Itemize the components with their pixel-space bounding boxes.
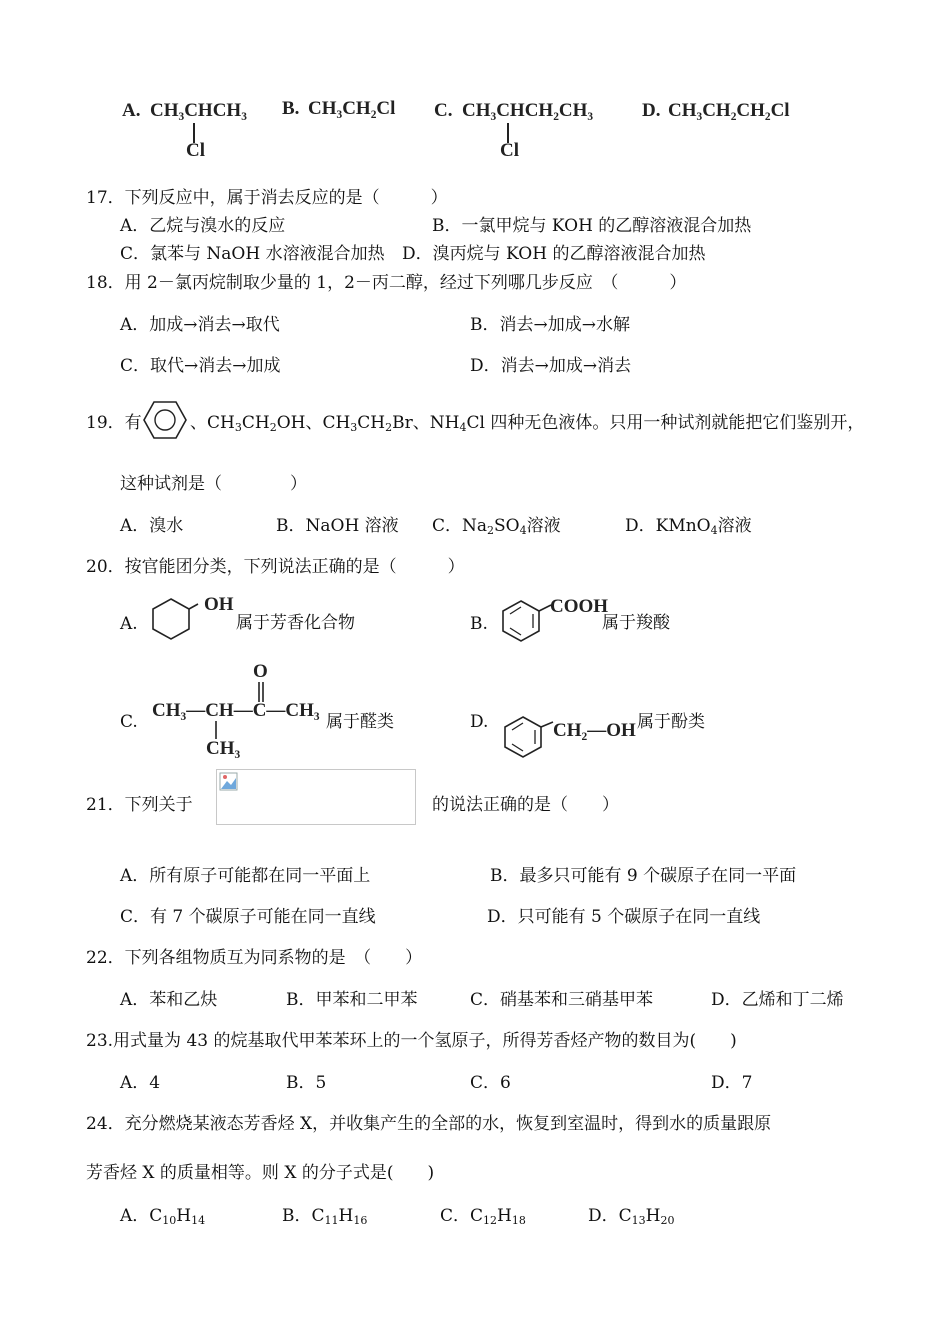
q21-option-c: C．有 7 个碳原子可能在同一直线 (120, 907, 376, 927)
q23-stem: 23.用式量为 43 的烷基取代甲苯苯环上的一个氢原子，所得芳香烃产物的数目为( ) (86, 1031, 737, 1051)
structure-d-formula: CH₃CH₂CH₂Cl (668, 100, 790, 121)
q17-option-d: D．溴丙烷与 KOH 的乙醇溶液混合加热 (402, 244, 706, 264)
q20-stem: 20．按官能团分类，下列说法正确的是（ ） (86, 557, 465, 577)
structure-b-formula: CH₃CH₂Cl (308, 98, 396, 119)
q19-d-post: 溶液 (717, 516, 752, 536)
q20-a-oh: OH (204, 594, 234, 615)
q23-option-b: B．5 (286, 1073, 327, 1093)
q20-c-methyl: CH₃ (206, 738, 241, 759)
structure-c-label: C. (434, 100, 453, 121)
q19-c-sub-1: 2 (487, 524, 495, 537)
q19-sub-3: 3 (350, 421, 358, 434)
q24-a-c-sub: 10 (162, 1214, 177, 1227)
q19-text-2: CH (241, 413, 270, 433)
q20-option-c-text: 属于醛类 (326, 712, 394, 732)
q19-c-sub-2: 4 (519, 524, 527, 537)
q19-sub-2: 2 (269, 421, 277, 434)
q19-number: 19．有 (86, 413, 142, 433)
q23-option-c: C．6 (470, 1073, 511, 1093)
q19-sub-1: 3 (234, 421, 242, 434)
q18-option-a: A．加成→消去→取代 (120, 315, 280, 335)
q24-a-h: H (176, 1206, 192, 1226)
q17-option-c: C．氯苯与 NaOH 水溶液混合加热 (120, 244, 385, 264)
q19-substances (190, 412, 864, 434)
q24-d-h-sub: 20 (660, 1214, 675, 1227)
q24-b-h-sub: 16 (353, 1214, 368, 1227)
q24-c-h-sub: 18 (511, 1214, 526, 1227)
q24-b-c: B．C (282, 1206, 325, 1226)
q24-option-c (440, 1205, 526, 1227)
q20-option-d-text: 属于酚类 (637, 712, 705, 732)
q19-line2: 这种试剂是（ ） (120, 474, 307, 494)
q20-b-cooh: COOH (550, 596, 609, 617)
missing-image-placeholder (216, 769, 416, 825)
q20-option-c-label: C. (120, 712, 138, 732)
structure-c-formula: CH₃CHCH₂CH₃ (462, 100, 594, 121)
q18-stem: 18．用 2－氯丙烷制取少量的 1，2－丙二醇，经过下列哪几步反应 （ ） (86, 273, 687, 293)
benzene-ring-icon-b (502, 600, 542, 642)
q24-c-h: H (497, 1206, 512, 1226)
structure-a-label: A. (122, 100, 141, 121)
q21-stem-post: 的说法正确的是（ ） (432, 795, 619, 815)
q17-stem: 17．下列反应中，属于消去反应的是（ ） (86, 188, 448, 208)
q22-option-d: D．乙烯和丁二烯 (711, 990, 844, 1010)
q23-option-a: A．4 (120, 1073, 161, 1093)
q19-d-pre: D．KMnO (625, 516, 711, 536)
q24-d-c-sub: 13 (631, 1214, 646, 1227)
q18-option-b: B．消去→加成→水解 (470, 315, 630, 335)
structure-c-cl: Cl (500, 140, 519, 161)
q21-stem-pre: 21．下列关于 (86, 795, 193, 815)
q24-option-d (588, 1205, 674, 1227)
q19-option-b: B．NaOH 溶液 (276, 516, 399, 536)
q19-text-1: 、CH (190, 413, 235, 433)
q19-text-4: CH (357, 413, 386, 433)
structure-a-formula: CH₃CHCH₃ (150, 100, 247, 121)
q19-text-5: Br、NH (392, 413, 460, 433)
q21-option-b: B．最多只可能有 9 个碳原子在同一平面 (490, 866, 797, 886)
q20-option-b-label: B. (470, 614, 488, 634)
q20-option-a-label: A. (120, 614, 138, 634)
q24-option-b (282, 1205, 367, 1227)
q17-option-b: B．一氯甲烷与 KOH 的乙醇溶液混合加热 (432, 216, 752, 236)
q19-option-d (625, 515, 752, 537)
q21-option-a: A．所有原子可能都在同一平面上 (120, 866, 371, 886)
q19-text-6: Cl 四种无色液体。只用一种试剂就能把它们鉴别开， (466, 413, 865, 433)
q24-line1: 24．充分燃烧某液态芳香烃 X，并收集产生的全部的水，恢复到室温时，得到水的质量跟原 (86, 1114, 772, 1134)
benzene-ring-icon-d (504, 716, 544, 758)
cyclohexane-ring-icon (152, 598, 192, 640)
q19-c-post: 溶液 (526, 516, 561, 536)
q19-option-a: A．溴水 (120, 516, 184, 536)
structure-d-label: D. (642, 100, 661, 121)
q22-stem: 22．下列各组物质互为同系物的是 （ ） (86, 948, 423, 968)
q24-d-h: H (645, 1206, 661, 1226)
q20-option-d-label: D. (470, 712, 489, 732)
structure-b-label: B. (282, 98, 300, 119)
q22-option-b: B．甲苯和二甲苯 (286, 990, 418, 1010)
q20-option-a-text: 属于芳香化合物 (236, 613, 355, 633)
q24-a-h-sub: 14 (191, 1214, 206, 1227)
q19-option-c (432, 515, 561, 537)
q24-b-c-sub: 11 (324, 1214, 339, 1227)
q19-sub-5: 4 (459, 421, 467, 434)
q21-option-d: D．只可能有 5 个碳原子在同一直线 (487, 907, 761, 927)
q20-d-group: CH₂—OH (553, 720, 636, 741)
q22-option-c: C．硝基苯和三硝基甲苯 (470, 990, 654, 1010)
q24-b-h: H (338, 1206, 354, 1226)
q24-line2: 芳香烃 X 的质量相等。则 X 的分子式是( ) (86, 1163, 435, 1183)
q24-option-a (120, 1205, 205, 1227)
q19-d-sub: 4 (710, 524, 718, 537)
q23-option-d: D．7 (711, 1073, 753, 1093)
broken-image-icon (219, 772, 239, 792)
q19-c-pre: C．Na (432, 516, 488, 536)
benzene-ring-icon (143, 400, 187, 440)
q20-c-oxygen: O (253, 661, 268, 682)
q19-c-mid: SO (494, 516, 520, 536)
q24-d-c: D．C (588, 1206, 632, 1226)
q18-option-d: D．消去→加成→消去 (470, 356, 632, 376)
q20-option-b-text: 属于羧酸 (602, 613, 670, 633)
structure-a-cl: Cl (186, 140, 205, 161)
q20-c-formula: CH₃—CH—C—CH₃ (152, 700, 320, 721)
q19-text-3: OH、CH (276, 413, 351, 433)
q24-c-c-sub: 12 (483, 1214, 498, 1227)
q24-c-c: C．C (440, 1206, 484, 1226)
q22-option-a: A．苯和乙炔 (120, 990, 218, 1010)
q24-a-c: A．C (120, 1206, 163, 1226)
q17-option-a: A．乙烷与溴水的反应 (120, 216, 286, 236)
q18-option-c: C．取代→消去→加成 (120, 356, 281, 376)
q19-sub-4: 2 (385, 421, 393, 434)
